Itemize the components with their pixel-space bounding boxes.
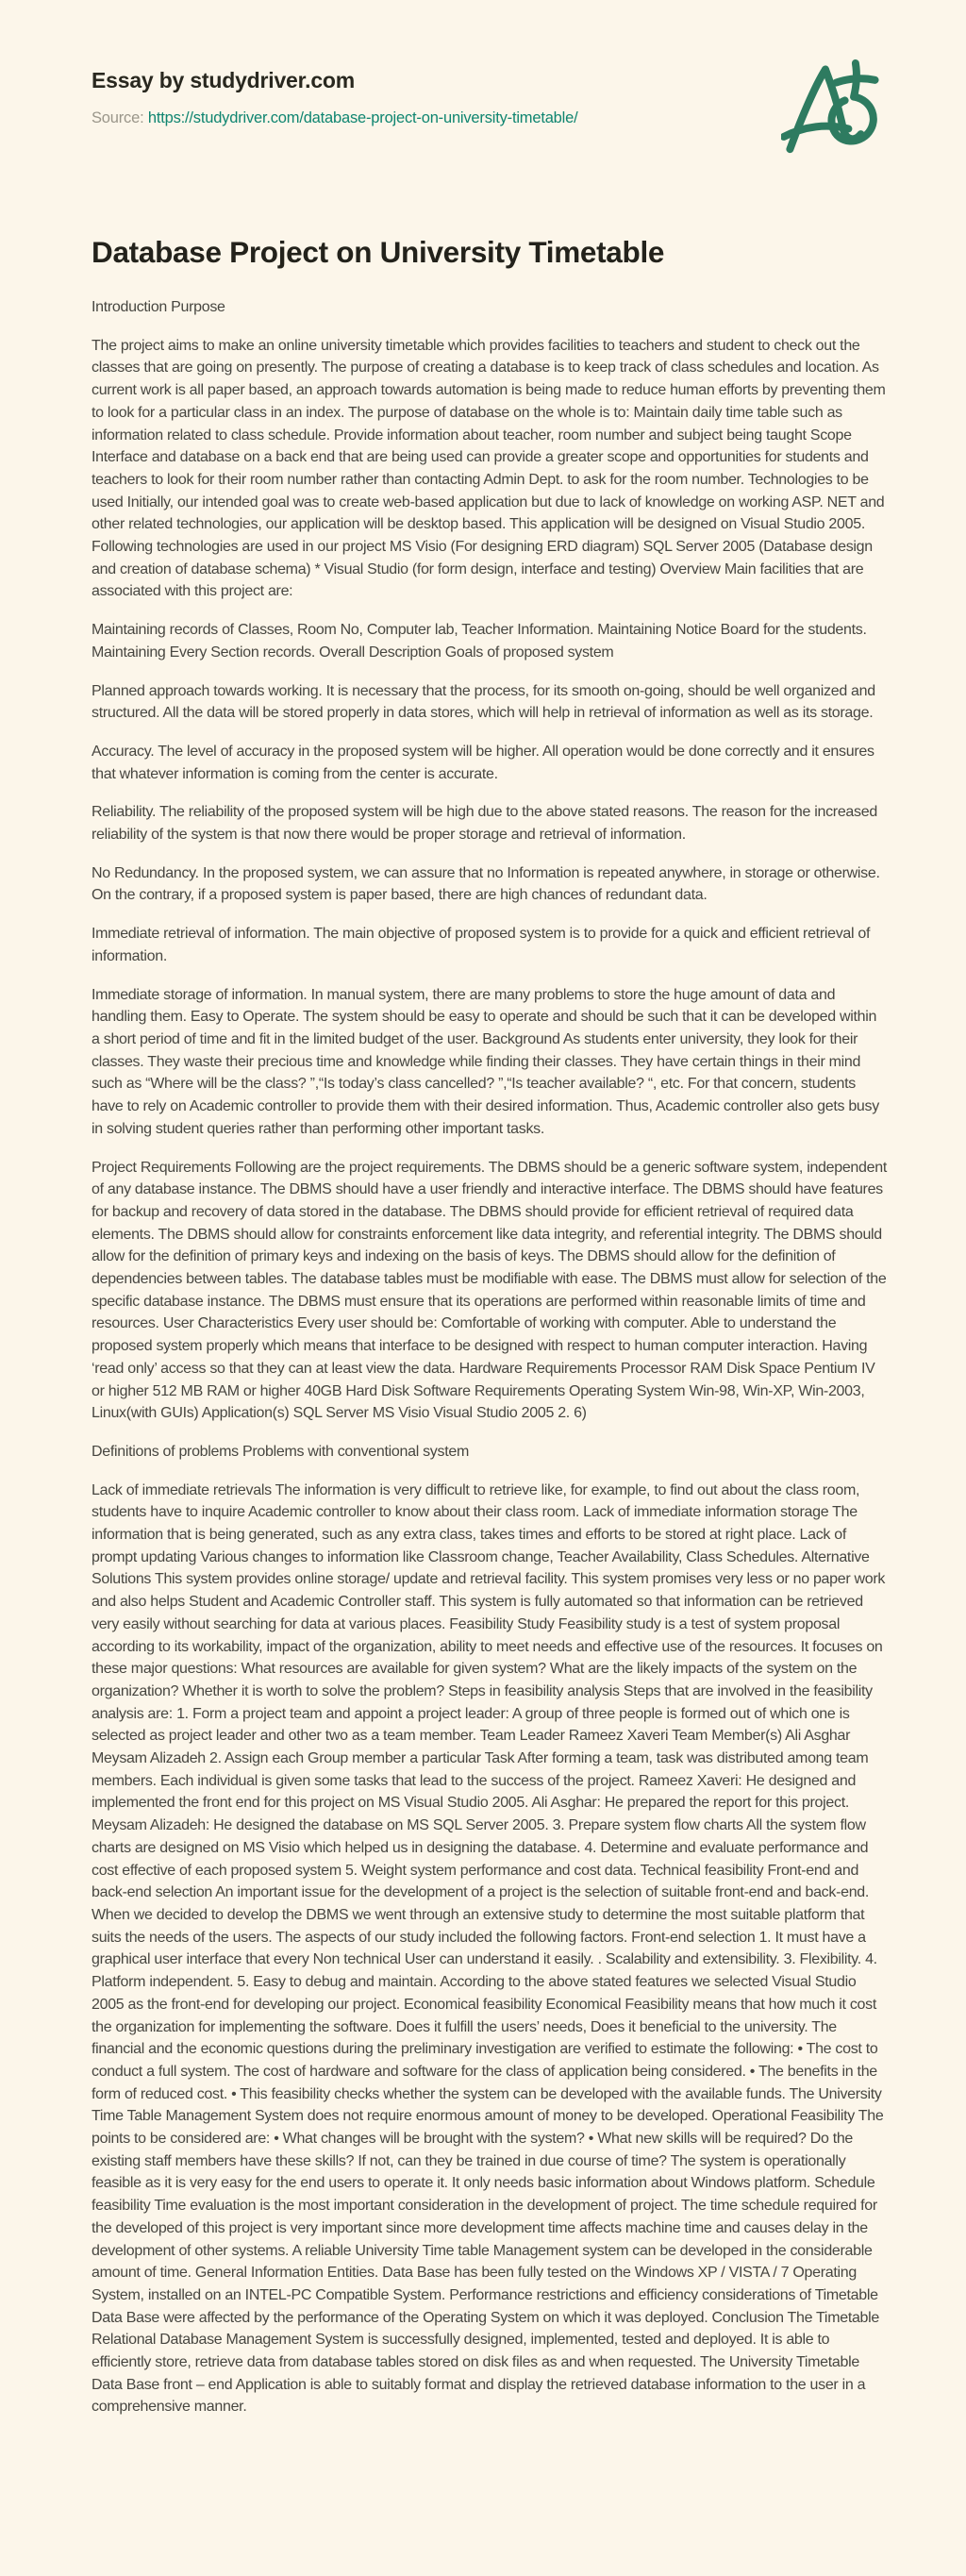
document-paragraph: Lack of immediate retrievals The information is very difficult to retrieve like, for example, to find out about the class room, students have to inquire Academic controller to know about their class room. Lack of immediate information storage The information that is being generated, such as any extra class, takes times and efforts to be stored at right place. Lack of prompt updating Various changes to information like Classroom change, Teacher Availability, Class Schedules. Alternative Solutions This system provides online storage/ update and retrieval facility. This system promises very less or no paper work and also helps Student and Academic Controller staff. This system is fully automated so that information can be retrieved very easily without searching for data at various places. Feasibility Study Feasibility study is a test of system proposal according to its workability, impact of the organization, ability to meet needs and effective use of the resources. It focuses on these major questions: What resources are available for given system? What are the likely impacts of the system on the organization? Whether it is worth to solve the problem? Steps in feasibility analysis Steps that are involved in the feasibility analysis are: 1. Form a project team and appoint a project leader: A group of three people is formed out of which one is selected as project leader and other two as a team member. Team Leader Rameez Xaveri Team Member(s) Ali Asghar Meysam Alizadeh 2. Assign each Group member a particular Task After forming a team, task was distributed among team members. Each individual is given some tasks that lead to the success of the project. Rameez Xaveri: He designed and implemented the front end for this project on MS Visual Studio 2005. Ali Asghar: He prepared the report for this project. Meysam Alizadeh: He designed the database on MS SQL Server 2005. 3. Prepare system flow charts All the system flow charts are designed on MS Visio which helped us in designing the database. 4. Determine and evaluate performance and cost effective of each proposed system 5. Weight system performance and cost data. Technical feasibility Front-end and back-end selection An important issue for the development of a project is the selection of suitable front-end and back-end. When we decided to develop the DBMS we went through an extensive study to determine the most suitable platform that suits the needs of the users. The aspects of our study included the following factors. Front-end selection 1. It must have a graphical user interface that every Non technical User can understand it easily. . Scalability and extensibility. 3. Flexibility. 4. Platform independent. 5. Easy to debug and maintain. According to the above stated features we selected Visual Studio 2005 as the front-end for developing our project. Economical feasibility Economical Feasibility means that how much it cost the organization for implementing the software. Does it fulfill the users’ needs, Does it beneficial to the university. The financial and the economic questions during the preliminary investigation are verified to estimate the following: • The cost to conduct a full system. The cost of hardware and software for the class of application being considered. • The benefits in the form of reduced cost. • This feasibility checks whether the system can be developed with the available funds. The University Time Table Management System does not require enormous amount of money to be developed. Operational Feasibility The points to be considered are: • What changes will be brought with the system? • What new skills will be required? Do the existing staff members have these skills? If not, can they be trained in due course of time? The system is operationally feasible as it is very easy for the end users to operate it. It only needs basic information about Windows platform. Schedule feasibility Time evaluation is the most important consideration in the development of project. The time schedule required for the developed of this project is very important since more development time affects machine time and causes delay in the development of other systems. A reliable University Time table Management system can be developed in the considerable amount of time. General Information Entities. Data Base has been fully tested on the Windows XP / VISTA / 7 Operating System, installed on an INTEL-PC Compatible System. Performance restrictions and efficiency considerations of Timetable Data Base were affected by the performance of the Operating System on which it was deployed. Conclusion The Timetable Relational Database Management System is successfully designed, implemented, tested and deployed. It is able to efficiently store, retrieve data from database tables stored on disk files as and when requested. The University Timetable Data Base front – end Application is able to suitably format and display the retrieved database information to the user in a comprehensive manner. (92, 1481, 886, 2416)
document-paragraph: Accuracy. The level of accuracy in the proposed system will be higher. All operation would be done correctly and it ensures that whatever information is coming from the center is accurate. (92, 743, 874, 782)
document-paragraph: The project aims to make an online university timetable which provides facilities to teachers and student to check out the classes that are going on presently. The purpose of creating a database is to keep track of class schedules and location. As current work is all paper based, an approach towards automation is being made to reduce human efforts by preventing them to look for a particular class in an index. The purpose of database on the whole is to: Maintain daily time table such as information related to class schedule. Provide information about teacher, room number and subject being taught Scope Interface and database on a back end that are being used can provide a greater scope and opportunities for students and teachers to look for their room number rather than contacting Admin Dept. to ask for the room number. Technologies to be used Initially, our intended goal was to create web-based application but due to lack of knowledge on working ASP. NET and other related technologies, our application will be desktop based. This application will be designed on Visual Studio 2005. Following technologies are used in our project MS Visio (For designing ERD diagram) SQL Server 2005 (Database design and creation of database schema) * Visual Studio (for form design, interface and testing) Overview Main facilities that are associated with this project are: (92, 337, 886, 600)
a-plus-logo-icon (781, 57, 883, 157)
document-paragraph: Planned approach towards working. It is necessary that the process, for its smooth on-going, should be well organized and structured. All the data will be stored properly in data stores, which will help in retrieval of information as well as its storage. (92, 682, 875, 722)
source-link[interactable]: https://studydriver.com/database-project-on-university-timetable/ (147, 109, 578, 126)
document-paragraph: Definitions of problems Problems with conventional system (92, 1443, 469, 1460)
document-paragraph: No Redundancy. In the proposed system, we can assure that no Information is repeated anywhere, in storage or otherwise. On the contrary, if a proposed system is paper based, there are high chances of redundant data. (92, 864, 880, 904)
source-line (92, 109, 885, 127)
document-paragraph: Maintaining records of Classes, Room No, Computer lab, Teacher Information. Maintaining Notice Board for the students. Maintaining Every Section records. Overall Description Goals of proposed system (92, 622, 867, 661)
document-paragraph: Introduction Purpose (92, 299, 225, 315)
document-title: Database Project on University Timetable (92, 235, 665, 269)
document-paragraph: Immediate storage of information. In manual system, there are many problems to store the huge amount of data and handling them. Easy to Operate. The system should be easy to operate and should be such that it can be developed within a short period of time and fit in the limited budget of the user. Background As students enter university, they look for their classes. They waste their precious time and knowledge while finding their classes. They have certain things in their mind such as “Where will be the class? ”,“Is today’s class cancelled? ”,“Is teacher available? “, etc. For that concern, students have to rely on Academic controller to provide them with their desired information. Thus, Academic controller also gets busy in solving student queries rather than performing other important tasks. (92, 986, 879, 1137)
document-paragraph: Reliability. The reliability of the proposed system will be high due to the above stated reasons. The reason for the increased reliability of the system is that now there would be proper storage and retrieval of information. (92, 804, 877, 844)
document-paragraph: Immediate retrieval of information. The main objective of proposed system is to provide for a quick and efficient retrieval of information. (92, 926, 871, 964)
document-body (92, 296, 887, 2418)
source-label: Source: (92, 109, 144, 126)
essay-header-title: Essay by studydriver.com (92, 68, 356, 92)
document-paragraph: Project Requirements Following are the project requirements. The DBMS should be a generic software system, independent of any database instance. The DBMS should have a user friendly and interactive interface. The DBMS should have features for backup and recovery of data stored in the database. The DBMS should provide for efficient retrieval of required data elements. The DBMS should allow for constraints enforcement like data integrity, and referential integrity. The DBMS should allow for the definition of primary keys and indexing on the basis of keys. The DBMS should allow for the definition of dependencies between tables. The database tables must be modifiable with ease. The DBMS must allow for selection of the specific database instance. The DBMS must ensure that its operations are performed within reasonable limits of time and resources. User Characteristics Every user should be: Comfortable of working with computer. Able to understand the proposed system properly which means that interface to be designed with respect to human computer interaction. Having ‘read only’ access so that they can at least view the data. Hardware Requirements Processor RAM Disk Space Pentium IV or higher 512 MB RAM or higher 40GB Hard Disk Software Requirements Operating System Win-98, Win-XP, Win-2003, Linux(with GUIs) Application(s) SQL Server MS Visio Visual Studio 2005 2. 6) (92, 1159, 887, 1422)
